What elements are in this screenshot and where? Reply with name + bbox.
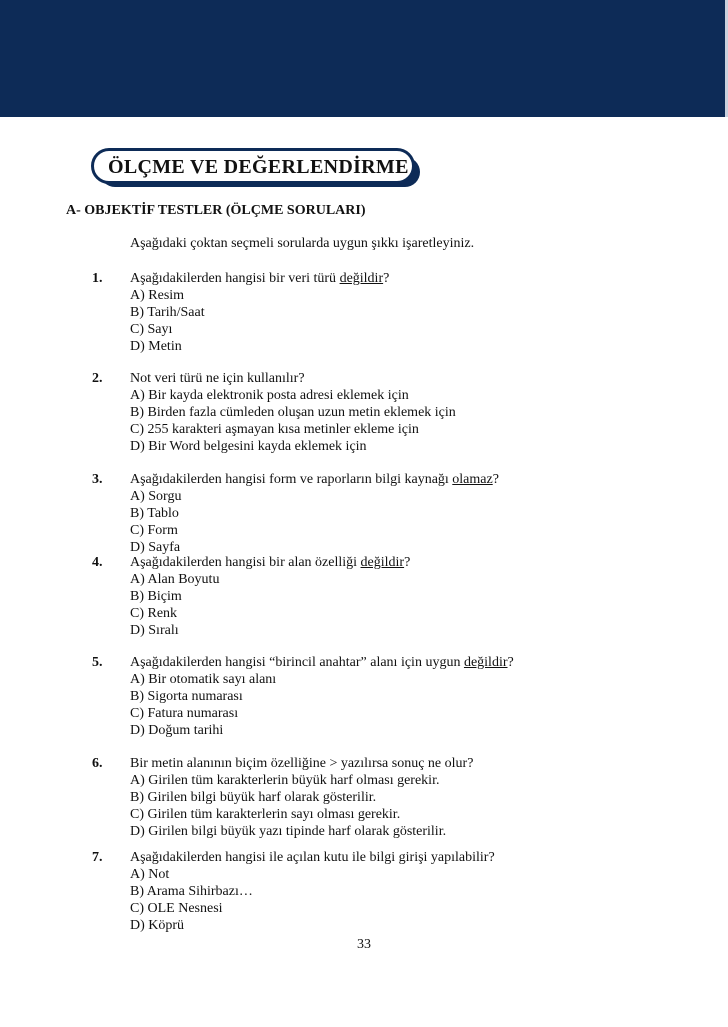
option-a[interactable]: A) Alan Boyutu: [130, 572, 220, 587]
question-number: 4.: [92, 555, 103, 570]
question-number: 6.: [92, 756, 103, 771]
question-number: 5.: [92, 655, 103, 670]
option-c[interactable]: C) Renk: [130, 606, 178, 621]
option-d[interactable]: D) Sıralı: [130, 623, 179, 638]
option-d[interactable]: D) Metin: [130, 339, 182, 354]
option-c[interactable]: C) Form: [130, 523, 178, 538]
question-text-part: Bir metin alanının biçim özelliğine > yazılırsa sonuç ne olur?: [130, 756, 474, 771]
option-b[interactable]: B) Tablo: [130, 506, 179, 521]
option-list: [130, 671, 276, 739]
option-b[interactable]: B) Girilen bilgi büyük harf olarak gösterilir.: [130, 790, 377, 805]
option-d[interactable]: D) Doğum tarihi: [130, 723, 224, 738]
option-d[interactable]: D) Girilen bilgi büyük yazı tipinde harf olarak gösterilir.: [130, 824, 447, 839]
option-b[interactable]: B) Tarih/Saat: [130, 305, 205, 320]
option-d[interactable]: D) Bir Word belgesini kayda eklemek için: [130, 439, 367, 454]
subsection-title: A- OBJEKTİF TESTLER (ÖLÇME SORULARI): [66, 203, 366, 218]
question-text-end: ?: [383, 271, 390, 286]
option-b[interactable]: B) Arama Sihirbazı…: [130, 884, 253, 899]
question-text: [130, 471, 499, 488]
question-text-part: Aşağıdakilerden hangisi “birincil anahtar” alanı için uygun: [130, 655, 464, 670]
option-b[interactable]: B) Biçim: [130, 589, 182, 604]
option-c[interactable]: C) OLE Nesnesi: [130, 901, 223, 916]
option-b[interactable]: B) Birden fazla cümleden oluşan uzun metin eklemek için: [130, 405, 456, 420]
option-b[interactable]: B) Sigorta numarası: [130, 689, 243, 704]
option-a[interactable]: A) Bir kayda elektronik posta adresi eklemek için: [130, 388, 409, 403]
question-text-part: Aşağıdakilerden hangisi bir alan özelliği: [130, 555, 361, 570]
top-banner: [0, 0, 728, 117]
section-title: ÖLÇME VE DEĞERLENDİRME: [108, 156, 409, 178]
option-a[interactable]: A) Sorgu: [130, 489, 182, 504]
option-list: [130, 488, 181, 556]
option-c[interactable]: C) Sayı: [130, 322, 173, 337]
option-a[interactable]: A) Not: [130, 867, 170, 882]
option-a[interactable]: A) Bir otomatik sayı alanı: [130, 672, 277, 687]
option-list: [130, 866, 253, 934]
question-text-end: ?: [492, 472, 499, 487]
question-text: [130, 755, 473, 772]
question-text-end: ?: [507, 655, 514, 670]
option-list: [130, 772, 446, 840]
option-a[interactable]: A) Resim: [130, 288, 185, 303]
option-a[interactable]: A) Girilen tüm karakterlerin büyük harf olması gerekir.: [130, 773, 440, 788]
question-text-part: Aşağıdakilerden hangisi bir veri türü: [130, 271, 340, 286]
question-number: 3.: [92, 472, 103, 487]
option-list: [130, 571, 219, 639]
option-list: [130, 387, 456, 455]
question-text: [130, 554, 410, 571]
question-emphasis: olamaz: [452, 472, 493, 487]
option-list: [130, 287, 205, 355]
question-text: [130, 849, 495, 866]
question-text: [130, 270, 389, 287]
question-text-part: Aşağıdakilerden hangisi form ve raporların bilgi kaynağı: [130, 472, 453, 487]
question-text: [130, 654, 514, 671]
option-c[interactable]: C) 255 karakteri aşmayan kısa metinler ekleme için: [130, 422, 419, 437]
page-number: 33: [357, 937, 371, 952]
option-c[interactable]: C) Girilen tüm karakterlerin sayı olması gerekir.: [130, 807, 401, 822]
option-c[interactable]: C) Fatura numarası: [130, 706, 239, 721]
question-number: 1.: [92, 271, 103, 286]
instructions: Aşağıdaki çoktan seçmeli sorularda uygun şıkkı işaretleyiniz.: [130, 236, 475, 251]
question-emphasis: değildir: [463, 655, 508, 670]
option-d[interactable]: D) Köprü: [130, 918, 185, 933]
question-emphasis: değildir: [339, 271, 384, 286]
question-number: 7.: [92, 850, 103, 865]
question-text-part: Not veri türü ne için kullanılır?: [130, 371, 305, 386]
question-text: [130, 370, 305, 387]
question-text-part: Aşağıdakilerden hangisi ile açılan kutu ile bilgi girişi yapılabilir?: [130, 850, 495, 865]
option-d[interactable]: D) Sayfa: [130, 540, 181, 555]
question-text-end: ?: [404, 555, 411, 570]
question-emphasis: değildir: [360, 555, 405, 570]
question-number: 2.: [92, 371, 103, 386]
section-title-box: [91, 148, 415, 184]
